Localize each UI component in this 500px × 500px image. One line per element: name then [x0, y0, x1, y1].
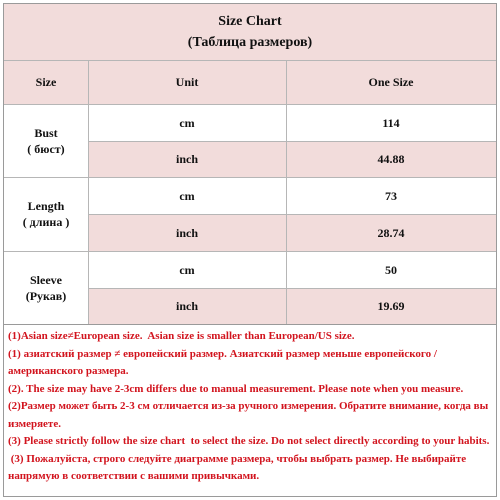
note-1-ru: (1) азиатский размер ≠ европейский размер. Азиатский размер меньше европейского / американского размера.: [8, 347, 440, 377]
header-size: [4, 60, 88, 104]
divider-title: [4, 60, 496, 61]
note-1-en: (1)Asian size≠European size. Asian size is smaller than European/US size.: [8, 330, 355, 342]
length-label: Length: [27, 199, 65, 213]
bust-cm-unit-cell: [88, 104, 286, 141]
divider-length-mid: [88, 214, 496, 215]
bust-cm-value-cell: [286, 104, 496, 141]
length-inch-unit-cell: [88, 214, 286, 251]
header-one-size: [286, 60, 496, 104]
bust-cm-value: 114: [382, 115, 400, 130]
sleeve-cm-value: 50: [385, 262, 397, 277]
row-label-length: [4, 177, 88, 251]
divider-header: [4, 104, 496, 105]
sleeve-cm-unit-cell: [88, 251, 286, 288]
length-cm-unit-cell: [88, 177, 286, 214]
header-unit: [88, 60, 286, 104]
note-2-en: (2). The size may have 2-3cm differs due to manual measurement. Please note when you measure.: [8, 382, 464, 395]
sleeve-inch-unit: inch: [175, 299, 198, 313]
divider-col-1: [88, 60, 89, 324]
size-chart: [3, 3, 497, 497]
chart-title-ru: (Таблица размеров): [187, 35, 313, 50]
bust-label: Bust: [34, 125, 58, 140]
length-inch-value: 28.74: [377, 225, 405, 240]
sleeve-inch-value: 19.69: [377, 299, 405, 313]
bust-cm-unit: cm: [179, 115, 195, 130]
chart-title: [4, 4, 496, 60]
row-label-bust: [4, 104, 88, 177]
bust-inch-unit: inch: [175, 152, 198, 166]
header-one-size-label: One Size: [368, 75, 414, 89]
chart-title-en: Size Chart: [218, 14, 282, 29]
note-3-ru: (3) Пожалуйста, строго следуйте диаграмме размера, чтобы выбрать размер. Не выбирайте напрямую в соответствии с вашими привычками.: [8, 452, 469, 482]
divider-length: [4, 251, 496, 252]
length-cm-value-cell: [286, 177, 496, 214]
bust-label-ru: ( бюст): [27, 141, 65, 156]
divider-sleeve-mid: [88, 288, 496, 289]
sleeve-label-ru: (Рукав): [25, 288, 67, 303]
header-unit-label: Unit: [175, 75, 199, 89]
divider-col-2: [286, 60, 287, 324]
sleeve-inch-value-cell: [286, 288, 496, 324]
row-label-sleeve: [4, 251, 88, 324]
length-inch-value-cell: [286, 214, 496, 251]
note-3-en: (3) Please strictly follow the size chart to select the size. Do not select directly according to your habits.: [8, 435, 490, 447]
bust-inch-value: 44.88: [377, 152, 405, 166]
bust-inch-value-cell: [286, 141, 496, 177]
divider-bust-mid: [88, 141, 496, 142]
bust-inch-unit-cell: [88, 141, 286, 177]
length-label-ru: ( длина ): [22, 215, 70, 229]
sleeve-label: Sleeve: [30, 272, 62, 287]
sleeve-cm-value-cell: [286, 251, 496, 288]
header-size-label: Size: [35, 75, 57, 89]
size-notes: [4, 324, 496, 496]
length-inch-unit: inch: [175, 225, 198, 240]
note-2-ru: (2)Размер может быть 2-3 см отличается из-за ручного измерения. Обратите внимание, когда вы измеряете.: [8, 400, 491, 430]
divider-bust: [4, 177, 496, 178]
length-cm-unit: cm: [179, 188, 195, 203]
length-cm-value: 73: [385, 188, 397, 203]
sleeve-inch-unit-cell: [88, 288, 286, 324]
sleeve-cm-unit: cm: [179, 262, 195, 277]
